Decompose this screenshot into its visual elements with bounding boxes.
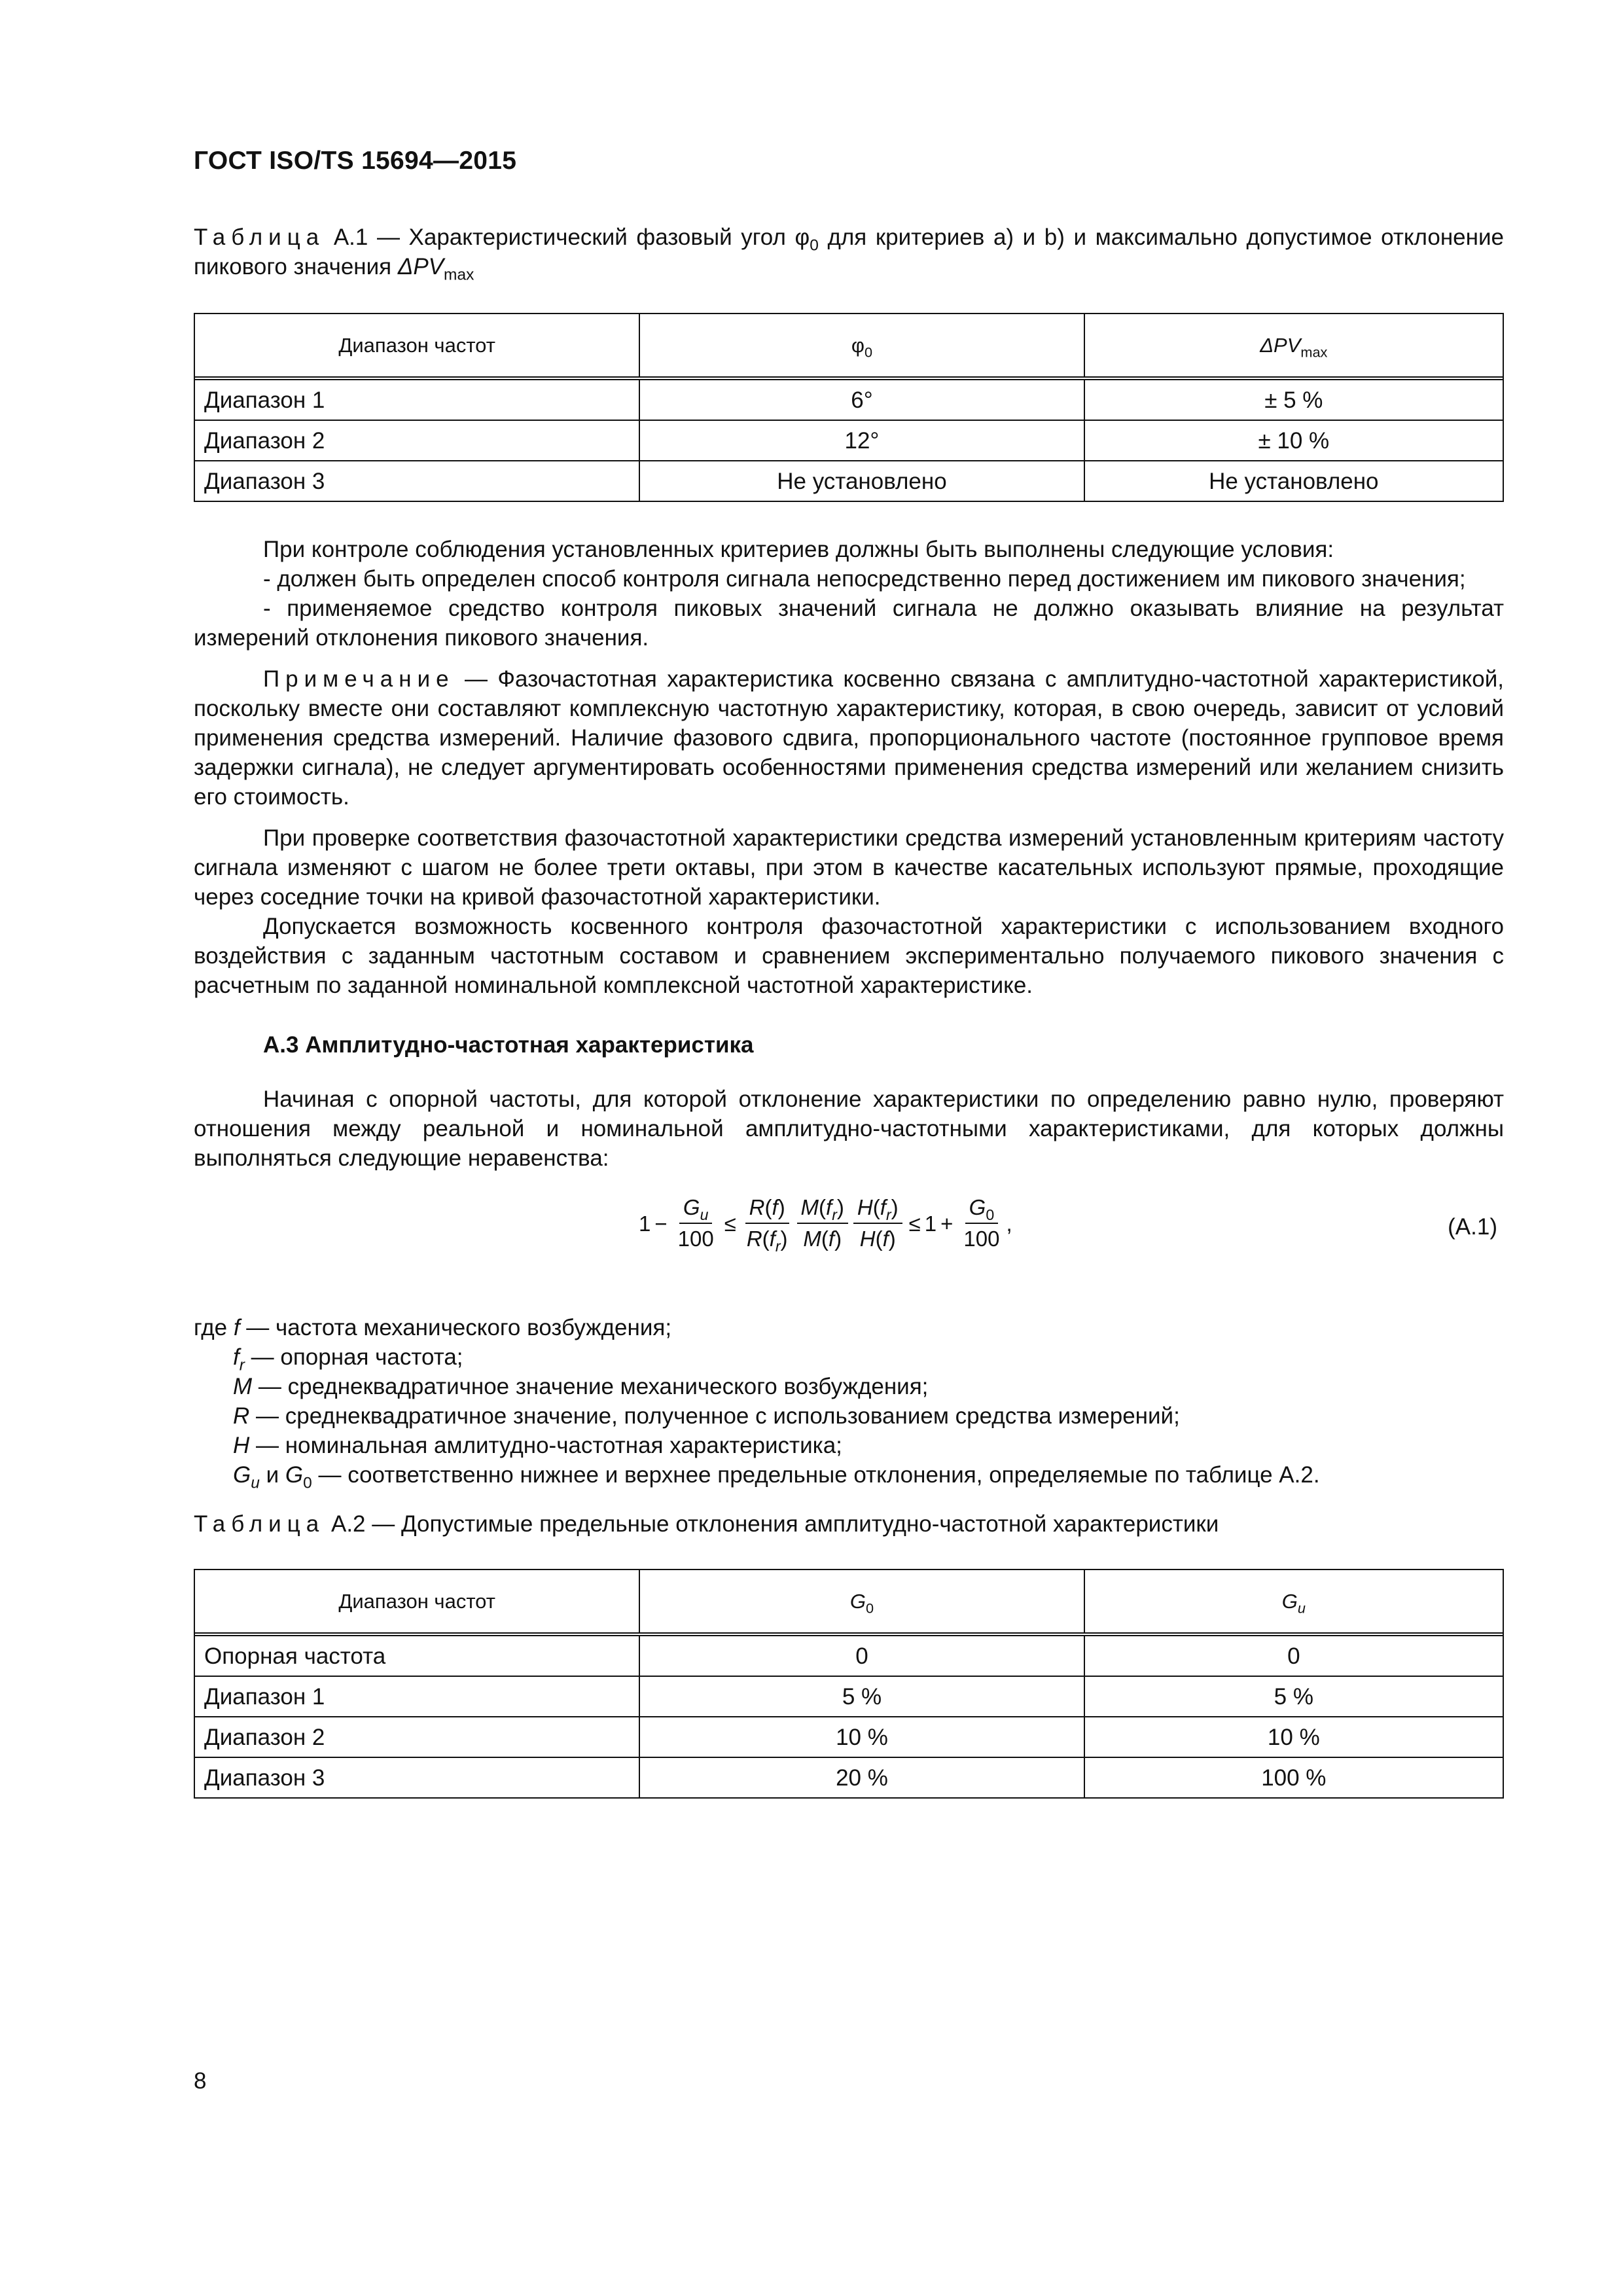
table-cell: 10 %: [1084, 1717, 1503, 1757]
header-cell-g0: $G_0$: [639, 1570, 1084, 1634]
table-cell: ± 10 %: [1084, 420, 1503, 461]
table-cell: 100 %: [1084, 1757, 1503, 1797]
table-cell: ± 5 %: [1084, 378, 1503, 420]
table-row: [195, 1757, 1503, 1797]
legend-item-m: M — среднеквадратичное значение механического возбуждения;: [233, 1374, 929, 1399]
table-cell: Диапазон 1: [195, 1676, 639, 1717]
table-a1-caption: Таблица А.1 — Характеристический фазовый угол $\varphi_0$ для критериев а) и b) и максимально допустимое отклонение пикового значения $\Delta PV_{max}$: [194, 224, 1504, 284]
table-header-row: [195, 1570, 1503, 1634]
paragraph-indirect-control: Допускается возможность косвенного контроля фазочастотной характеристики с использованием входного воздействия с заданным частотным составом и сравнением экспериментально получаемого пикового значения с расчетным по заданной номинальной комплексной частотной характеристике.: [194, 914, 1504, 998]
page-content: [194, 223, 1504, 1799]
header-cell-range: Диапазон частот: [195, 314, 639, 378]
table-a2-caption: Таблица А.2 — Допустимые предельные отклонения амплитудно-частотной характеристики: [194, 1511, 1219, 1537]
table-cell: Диапазон 2: [195, 420, 639, 461]
formula-expression: 1 − $\frac{G_u}{100}$ ≤ $\frac{R(f)}{R(f_r)}$ $\frac{M(f_r)}{M(f)}$ $\frac{H(f_r)}{H(f)}$ ≤ 1 + $\frac{G_0}{100}$ ,: [639, 1195, 1012, 1255]
paragraph-a3-intro: Начиная с опорной частоты, для которой отклонение характеристики по определению равно нулю, проверяют отношения между реальной и номинальной амплитудно-частотными характеристиками, для которых должны выполняться следующие неравенства:: [194, 1086, 1504, 1171]
paragraph-condition-1: - должен быть определен способ контроля сигнала непосредственно перед достижением им пикового значения;: [263, 566, 1466, 592]
legend-item-g: $G_u$ и $G_0$ — соответственно нижнее и верхнее предельные отклонения, определяемые по таблице А.2.: [233, 1462, 1320, 1492]
table-cell: 5 %: [639, 1676, 1084, 1717]
note-paragraph: Примечание — Фазочастотная характеристика косвенно связана с амплитудно-частотной характеристикой, поскольку вместе они составляют комплексную частотную характеристику, которая, в свою очередь, зависит от условий применения средства измерений. Наличие фазового сдвига, пропорционального частоте (постоянное групповое время задержки сигнала), не следует аргументировать особенностями применения средства измерений или желанием снизить его стоимость.: [194, 666, 1504, 810]
table-cell: 5 %: [1084, 1676, 1503, 1717]
table-cell: Не установлено: [1084, 461, 1503, 501]
legend-item-fr: $f_r$ — опорная частота;: [233, 1344, 463, 1374]
table-cell: Диапазон 3: [195, 461, 639, 501]
table-row: [195, 1634, 1503, 1676]
fraction-gu: $\frac{G_u}{100}$: [677, 1195, 714, 1251]
header-cell-phi: $\varphi_0$: [639, 314, 1084, 378]
page-number: 8: [194, 2068, 207, 2094]
fraction-r: $\frac{R(f)}{R(f_r)}$: [743, 1194, 792, 1253]
table-cell: Диапазон 1: [195, 378, 639, 420]
table-cell: 20 %: [639, 1757, 1084, 1797]
fraction-g0: $\frac{G_0}{100}$: [963, 1195, 1000, 1251]
fraction-h: $\frac{H(f_r)}{H(f)}$: [853, 1194, 902, 1253]
section-heading-a3: А.3 Амплитудно-частотная характеристика: [263, 1032, 754, 1058]
paragraph-conditions: При контроле соблюдения установленных критериев должны быть выполнены следующие условия:: [263, 537, 1334, 562]
paragraph-condition-2: - применяемое средство контроля пиковых значений сигнала не должно оказывать влияние на результат измерений отклонения пикового значения.: [194, 596, 1504, 651]
table-row: [195, 1717, 1503, 1757]
table-row: [195, 420, 1503, 461]
fraction-m: $\frac{M(f_r)}{M(f)}$: [797, 1194, 848, 1253]
formula-number: (А.1): [1448, 1214, 1497, 1240]
table-cell: 6°: [639, 378, 1084, 420]
table-cell: Диапазон 3: [195, 1757, 639, 1797]
table-cell: Опорная частота: [195, 1634, 639, 1676]
legend-item-r: R — среднеквадратичное значение, полученное с использованием средства измерений;: [233, 1403, 1180, 1429]
table-cell: Диапазон 2: [195, 1717, 639, 1757]
table-row: [195, 461, 1503, 501]
table-header-row: [195, 314, 1503, 378]
table-cell: 0: [1084, 1634, 1503, 1676]
legend-item-f: где f — частота механического возбуждения;: [194, 1315, 672, 1340]
legend-item-h: H — номинальная амлитудно-частотная характеристика;: [233, 1433, 842, 1458]
table-a1: [194, 313, 1504, 502]
table-row: [195, 1676, 1503, 1717]
paragraph-verification: При проверке соответствия фазочастотной характеристики средства измерений установленным критериям частоту сигнала изменяют с шагом не более трети октавы, при этом в качестве касательных используют прямые, проходящие через соседние точки на кривой фазочастотной характеристики.: [194, 825, 1504, 910]
table-cell: 10 %: [639, 1717, 1084, 1757]
header-cell-dpv: $\Delta PV_{max}$: [1084, 314, 1503, 378]
formula-a1: [194, 1189, 1504, 1287]
table-cell: 0: [639, 1634, 1084, 1676]
table-a2: [194, 1569, 1504, 1799]
table-cell: Не установлено: [639, 461, 1084, 501]
formula-legend: [194, 1313, 1504, 1490]
header-cell-gu: $G_u$: [1084, 1570, 1503, 1634]
table-cell: 12°: [639, 420, 1084, 461]
table-row: [195, 378, 1503, 420]
document-header: ГОСТ ISO/TS 15694—2015: [194, 147, 517, 175]
header-cell-range: Диапазон частот: [195, 1570, 639, 1634]
